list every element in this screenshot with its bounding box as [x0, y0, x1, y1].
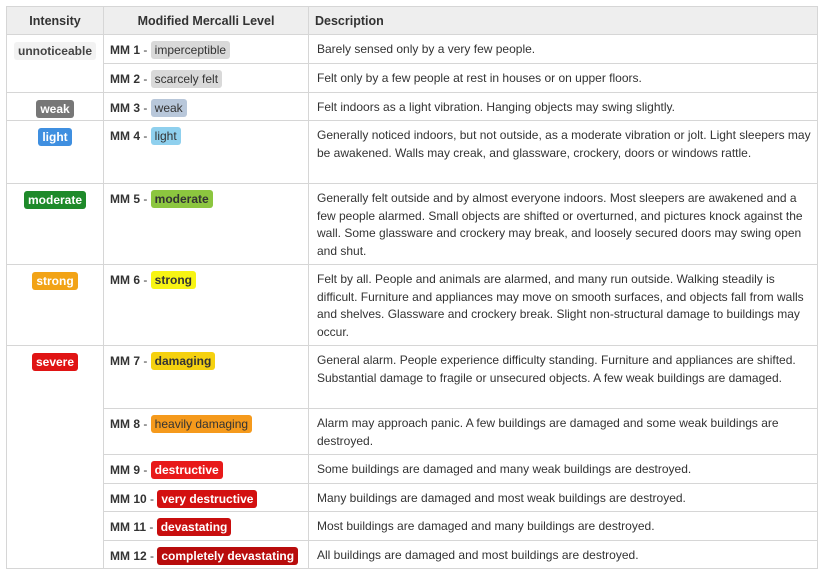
level-code: MM 12	[110, 548, 147, 563]
level-badge: light	[151, 127, 181, 145]
level-code: MM 9	[110, 463, 140, 477]
table-row	[7, 265, 818, 346]
level-code: MM 6	[110, 273, 140, 287]
level-badge: completely devastating	[157, 547, 298, 565]
description-cell: Some buildings are damaged and many weak buildings are destroyed.	[309, 455, 818, 484]
description-cell: General alarm. People experience difficulty standing. Furniture and appliances are shifted. Substantial damage to fragile or unsecured objects. A few weak buildings are damaged.	[309, 346, 818, 409]
intensity-cell-moderate	[7, 184, 104, 265]
level-badge: very destructive	[157, 490, 257, 508]
level-code: MM 3	[110, 100, 140, 115]
level-cell: MM 11 - devastating	[104, 512, 309, 541]
level-cell: MM 4 - light	[104, 121, 309, 184]
level-code: MM 2	[110, 72, 140, 86]
table-row	[7, 92, 818, 121]
level-badge: imperceptible	[151, 41, 230, 59]
level-code: MM 8	[110, 417, 140, 431]
level-badge: damaging	[151, 352, 216, 370]
intensity-badge-light: light	[38, 128, 71, 146]
table-row	[7, 346, 818, 409]
description-cell: Many buildings are damaged and most weak buildings are destroyed.	[309, 483, 818, 512]
level-badge: devastating	[157, 518, 232, 536]
description-cell: Most buildings are damaged and many buildings are destroyed.	[309, 512, 818, 541]
header-intensity: Intensity	[7, 7, 104, 35]
level-cell: MM 9 - destructive	[104, 455, 309, 484]
header-level: Modified Mercalli Level	[104, 7, 309, 35]
mercalli-table	[6, 6, 818, 569]
table-row	[7, 512, 818, 541]
table-row	[7, 121, 818, 184]
table-row	[7, 35, 818, 64]
table-row	[7, 483, 818, 512]
table-row	[7, 455, 818, 484]
level-badge: heavily damaging	[151, 415, 252, 433]
level-badge: destructive	[151, 461, 223, 479]
level-badge: moderate	[151, 190, 213, 208]
intensity-cell-weak	[7, 92, 104, 121]
level-cell: MM 8 - heavily damaging	[104, 409, 309, 455]
level-cell: MM 1 - imperceptible	[104, 35, 309, 64]
level-cell: MM 2 - scarcely felt	[104, 64, 309, 93]
level-code: MM 11	[110, 520, 147, 534]
level-code: MM 7	[110, 354, 140, 368]
description-cell: Alarm may approach panic. A few buildings are damaged and some weak buildings are destroyed.	[309, 409, 818, 455]
level-code: MM 4	[110, 129, 140, 143]
description-cell: Felt by all. People and animals are alarmed, and many run outside. Walking steadily is difficult. Furniture and appliances may move on smooth surfaces, and objects fall from walls and shelves. Glassware and crockery break. Slight non-structural damage to buildings may occur.	[309, 265, 818, 346]
description-cell: Generally felt outside and by almost everyone indoors. Most sleepers are awakened and a few people alarmed. Small objects are shifted or overturned, and pictures knock against the wall. Some glassware and crockery may break, and loosely secured doors may swing open and shut.	[309, 184, 818, 265]
level-cell: MM 7 - damaging	[104, 346, 309, 409]
level-cell: MM 6 - strong	[104, 265, 309, 346]
level-cell: MM 3 - weak	[104, 92, 309, 121]
table-row	[7, 540, 818, 569]
intensity-cell-light	[7, 121, 104, 184]
header-description: Description	[309, 7, 818, 35]
description-cell: All buildings are damaged and most buildings are destroyed.	[309, 540, 818, 569]
intensity-badge-strong: strong	[32, 272, 77, 290]
description-cell: Generally noticed indoors, but not outside, as a moderate vibration or jolt. Light sleepers may be awakened. Walls may creak, and glassware, crockery, doors or windows rattle.	[309, 121, 818, 184]
header-row	[7, 7, 818, 35]
level-cell: MM 5 - moderate	[104, 184, 309, 265]
intensity-badge-weak: weak	[36, 100, 73, 118]
level-cell: MM 10 - very destructive	[104, 483, 309, 512]
description-cell: Barely sensed only by a very few people.	[309, 35, 818, 64]
level-code: MM 5	[110, 192, 140, 206]
table-row	[7, 409, 818, 455]
level-badge: strong	[151, 271, 196, 289]
intensity-cell-severe	[7, 346, 104, 569]
intensity-cell-unnoticeable	[7, 35, 104, 93]
table-row	[7, 64, 818, 93]
intensity-cell-strong	[7, 265, 104, 346]
table-row	[7, 184, 818, 265]
level-badge: weak	[151, 99, 187, 117]
description-cell: Felt only by a few people at rest in houses or on upper floors.	[309, 64, 818, 93]
level-code: MM 10	[110, 491, 147, 506]
description-cell: Felt indoors as a light vibration. Hanging objects may swing slightly.	[309, 92, 818, 121]
level-cell: MM 12 - completely devastating	[104, 540, 309, 569]
level-code: MM 1	[110, 43, 140, 57]
intensity-badge-unnoticeable: unnoticeable	[14, 42, 96, 60]
intensity-badge-moderate: moderate	[24, 191, 86, 209]
intensity-badge-severe: severe	[32, 353, 78, 371]
level-badge: scarcely felt	[151, 70, 222, 88]
